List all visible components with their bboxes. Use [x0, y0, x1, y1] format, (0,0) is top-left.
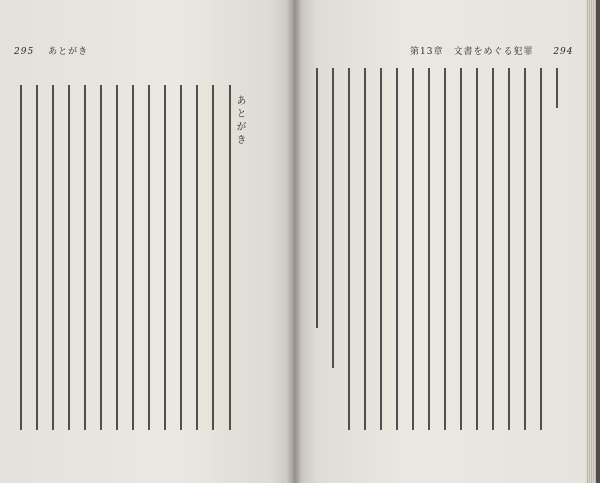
text-line	[100, 85, 102, 430]
left-folio: 295	[14, 47, 35, 57]
section-heading: あとがき	[234, 95, 245, 147]
text-line	[36, 85, 38, 430]
text-line	[348, 68, 350, 430]
text-line	[332, 68, 334, 368]
text-line	[316, 68, 318, 328]
text-line	[116, 85, 118, 430]
text-line	[132, 85, 134, 430]
text-line	[196, 85, 198, 430]
text-line	[460, 68, 462, 430]
right-page	[294, 0, 586, 483]
right-folio: 294	[553, 47, 574, 57]
text-line	[508, 68, 510, 430]
book-gutter	[286, 0, 302, 483]
text-line	[164, 85, 166, 430]
text-line	[68, 85, 70, 430]
right-running-title: 第13章 文書をめぐる犯罪	[410, 47, 534, 57]
text-line	[524, 68, 526, 430]
text-line	[492, 68, 494, 430]
text-line	[428, 68, 430, 430]
text-line	[20, 85, 22, 430]
left-running-head	[14, 44, 88, 57]
right-running-head	[410, 44, 574, 57]
text-line	[52, 85, 54, 430]
text-line	[540, 68, 542, 430]
text-line	[180, 85, 182, 430]
text-line	[364, 68, 366, 430]
text-line	[412, 68, 414, 430]
text-line	[556, 68, 558, 108]
text-line	[84, 85, 86, 430]
text-line	[212, 85, 214, 430]
text-line	[444, 68, 446, 430]
left-running-title: あとがき	[48, 47, 89, 57]
text-line	[396, 68, 398, 430]
text-line	[476, 68, 478, 430]
text-line	[229, 85, 231, 430]
text-line	[148, 85, 150, 430]
left-page	[0, 0, 294, 483]
text-line	[380, 68, 382, 430]
page-edges	[586, 0, 600, 483]
